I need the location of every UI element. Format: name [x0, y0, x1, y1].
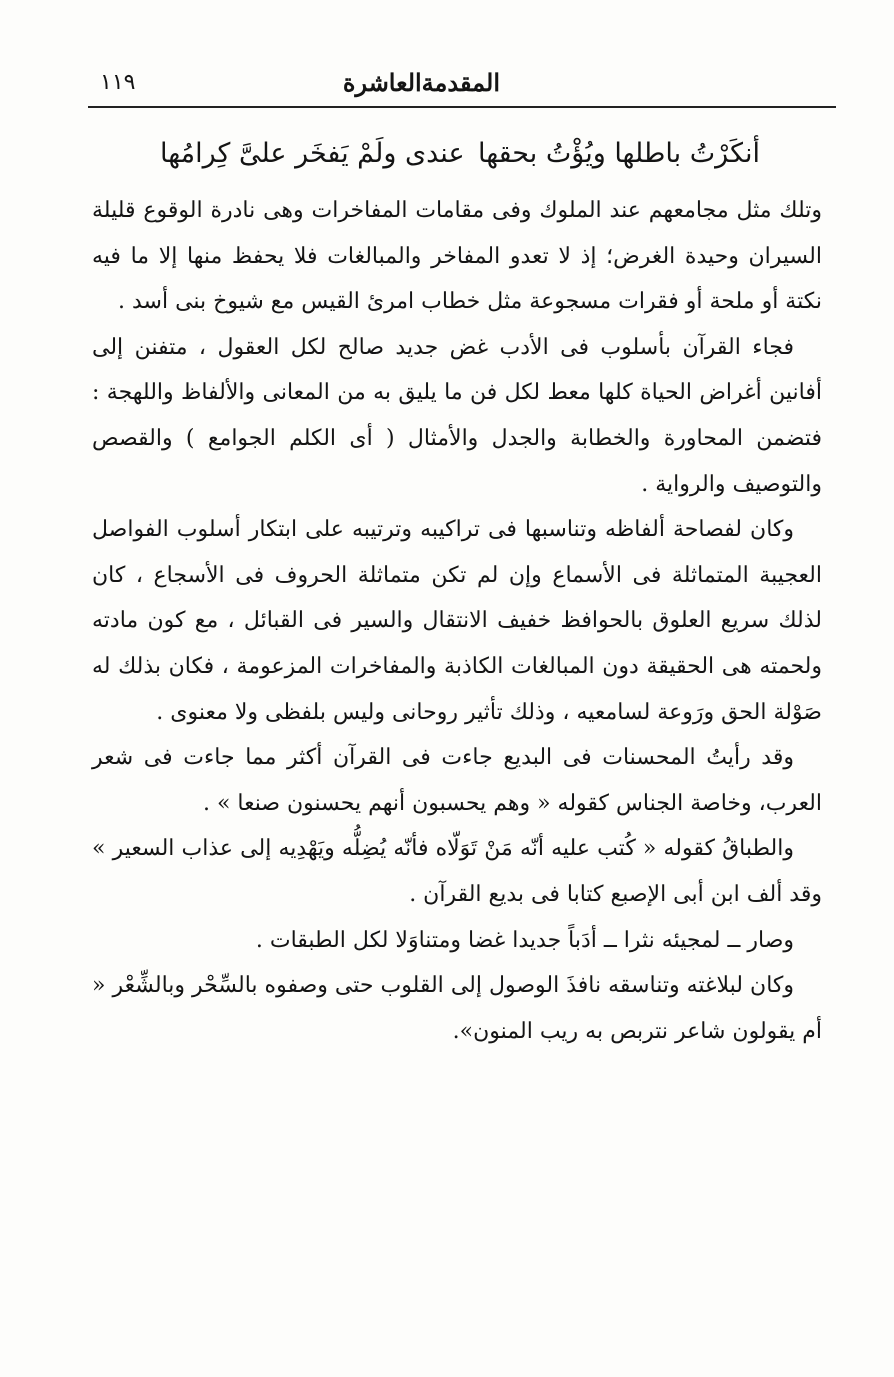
page-number: ١١٩ — [100, 70, 136, 95]
paragraph-eloquence: وكان لفصاحة ألفاظه وتناسبها فى تراكيبه وترتيبه على ابتكار أسلوب الفواصل العجيبة المتماثلة فى الأسماع وإن لم تكن متماثلة الحروف فى الأسجاع ، كان لذلك سريع العلوق بالحوافظ خفيف الانتقال والسير فى القبائل ، مع كون مادته ولحمته هى الحقيقة دون المبالغات الكاذبة والمفاخرات المزعومة ، فكان بذلك له صَوْلة الحق ورَوعة لسامعيه ، وذلك تأثير روحانى وليس بلفظى ولا معنوى . — [92, 517, 822, 725]
header-rule — [88, 106, 836, 108]
paragraph-assemblies: وتلك مثل مجامعهم عند الملوك وفى مقامات المفاخرات وهى نادرة الوقوع قليلة السيران وحيدة الغرض؛ إذ لا تعدو المفاخر والمبالغات فلا يحفظ منها إلا ما فيه نكتة أو ملحة أو فقرات مسجوعة مثل خطاب امرئ القيس مع شيوخ بنى أسد . — [92, 198, 822, 315]
paragraph-jinas: وقد رأيتُ المحسنات فى البديع جاءت فى القرآن أكثر مما جاءت فى شعر العرب، وخاصة الجناس كقوله « وهم يحسبون أنهم يحسنون صنعا » . — [92, 745, 822, 816]
verse-second-hemistich: عندى ولَمْ يَفخَر علىَّ كِرامُها — [160, 138, 465, 169]
poetry-verse — [160, 130, 760, 182]
verse-first-hemistich: أنكَرْتُ باطلها ويُؤْتُ بحقها — [477, 138, 760, 169]
running-title: المقدمةالعاشرة — [342, 68, 500, 97]
paragraph-quran-style: فجاء القرآن بأسلوب فى الأدب غض جديد صالح لكل العقول ، متفنن إلى أفانين أغراض الحياة كلها معط لكل فن ما يليق به من المعانى والألفاظ واللهجة : فتضمن المحاورة والخطابة والجدل والأمثال ( أى الكلم الجوامع ) والقصص والتوصيف والرواية . — [92, 334, 822, 497]
body-text — [92, 188, 822, 1054]
paragraph-sorcery-poetry: وكان لبلاغته وتناسقه نافذَ الوصول إلى القلوب حتى وصفوه بالسِّحْر وبالشِّعْر « أم يقولون شاعر نتربص به ريب المنون». — [92, 973, 822, 1044]
paragraph-tibaq: والطباقُ كقوله « كُتب عليه أنّه مَنْ تَوَلّاه فأنّه يُضِلُّه ويَهْدِيه إلى عذاب السعير » وقد ألف ابن أبى الإصبع كتابا فى بديع القرآن . — [92, 836, 822, 907]
paragraph-new-literature: وصار ــ لمجيئه نثرا ــ أدَباً جديدا غضا ومتناوَلا لكل الطبقات . — [255, 927, 794, 953]
running-head — [88, 62, 830, 102]
